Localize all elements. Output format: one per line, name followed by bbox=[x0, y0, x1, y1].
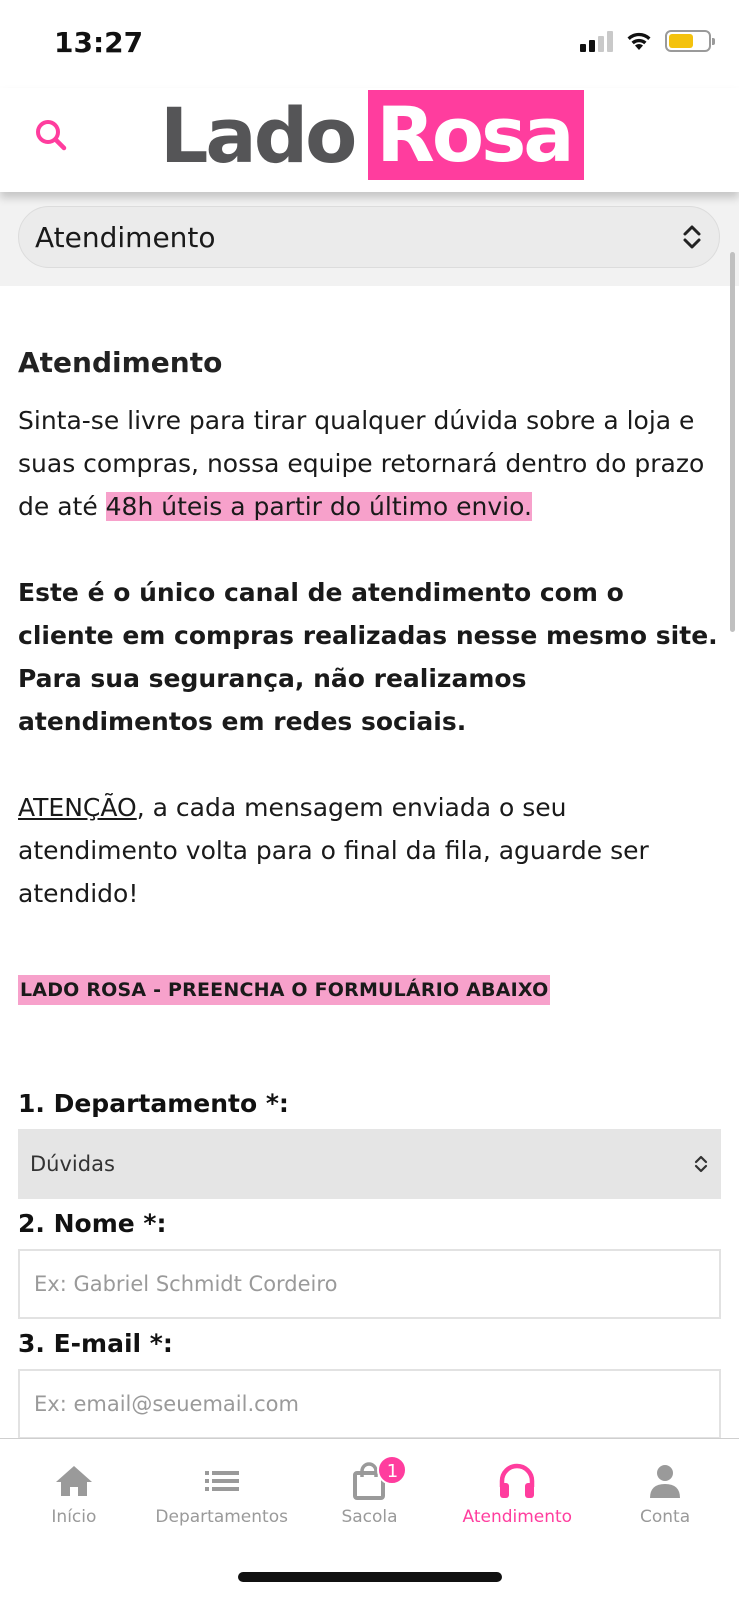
search-button[interactable] bbox=[30, 114, 74, 158]
battery-icon bbox=[665, 30, 711, 52]
attention-word: ATENÇÃO bbox=[18, 793, 137, 822]
attention-paragraph bbox=[18, 786, 721, 915]
user-icon bbox=[643, 1461, 687, 1501]
status-icons bbox=[580, 30, 711, 52]
nav-label: Conta bbox=[640, 1507, 691, 1527]
nav-label: Início bbox=[51, 1507, 97, 1527]
department-select[interactable] bbox=[18, 1129, 721, 1199]
support-form bbox=[18, 1079, 721, 1489]
logo-text-rosa: Rosa bbox=[368, 90, 583, 180]
wifi-icon bbox=[625, 30, 653, 52]
department-label: 1. Departamento *: bbox=[18, 1089, 289, 1118]
email-input[interactable]: Ex: email@seuemail.com bbox=[18, 1369, 721, 1439]
home-icon bbox=[52, 1461, 96, 1501]
name-input[interactable]: Ex: Gabriel Schmidt Cordeiro bbox=[18, 1249, 721, 1319]
nav-item-inicio[interactable] bbox=[0, 1439, 148, 1539]
cellular-signal-icon bbox=[580, 30, 613, 52]
nav-label: Departamentos bbox=[155, 1507, 288, 1527]
bottom-navigation bbox=[0, 1438, 739, 1600]
name-label: 2. Nome *: bbox=[18, 1209, 167, 1238]
department-select-value: Dúvidas bbox=[30, 1152, 115, 1176]
intro-paragraph bbox=[18, 399, 721, 528]
cart-count-badge: 1 bbox=[377, 1455, 407, 1485]
nav-item-conta[interactable] bbox=[591, 1439, 739, 1539]
list-icon bbox=[200, 1461, 244, 1501]
headphones-icon bbox=[495, 1461, 539, 1501]
search-icon bbox=[30, 114, 74, 158]
nav-item-sacola[interactable] bbox=[296, 1439, 444, 1539]
home-indicator[interactable] bbox=[238, 1572, 502, 1582]
nav-item-departamentos[interactable] bbox=[148, 1439, 296, 1539]
status-bar bbox=[0, 0, 739, 88]
scrollbar[interactable] bbox=[730, 252, 735, 632]
chevron-up-down-icon bbox=[681, 224, 703, 250]
form-banner: LADO ROSA - PREENCHA O FORMULÁRIO ABAIXO bbox=[18, 975, 550, 1005]
logo-text-lado: Lado bbox=[160, 90, 355, 180]
app-header bbox=[0, 88, 739, 192]
email-label: 3. E-mail *: bbox=[18, 1329, 173, 1358]
chevron-up-down-icon bbox=[693, 1154, 709, 1174]
status-time: 13:27 bbox=[54, 26, 144, 59]
nav-label: Sacola bbox=[341, 1507, 398, 1527]
nav-item-atendimento[interactable] bbox=[443, 1439, 591, 1539]
page-select-value: Atendimento bbox=[35, 220, 216, 254]
nav-label: Atendimento bbox=[462, 1507, 573, 1527]
support-channel-notice: Este é o único canal de atendimento com o cliente em compras realizadas nesse mesmo site. Para sua segurança, não realizamos atendimentos em redes sociais. bbox=[18, 578, 718, 736]
intro-highlight: 48h úteis a partir do último envio. bbox=[105, 492, 532, 521]
page-select-strip bbox=[0, 192, 739, 286]
attention-text: , a cada mensagem enviada o seu atendimento volta para o final da fila, aguarde ser atendido! bbox=[18, 793, 649, 908]
page-title: Atendimento bbox=[18, 346, 223, 379]
main-content bbox=[0, 286, 739, 1489]
intro-text: Sinta-se livre para tirar qualquer dúvida sobre a loja e suas compras, nossa equipe retornará dentro do prazo de até bbox=[18, 406, 705, 521]
logo[interactable] bbox=[160, 90, 584, 180]
page-select[interactable] bbox=[18, 206, 720, 268]
